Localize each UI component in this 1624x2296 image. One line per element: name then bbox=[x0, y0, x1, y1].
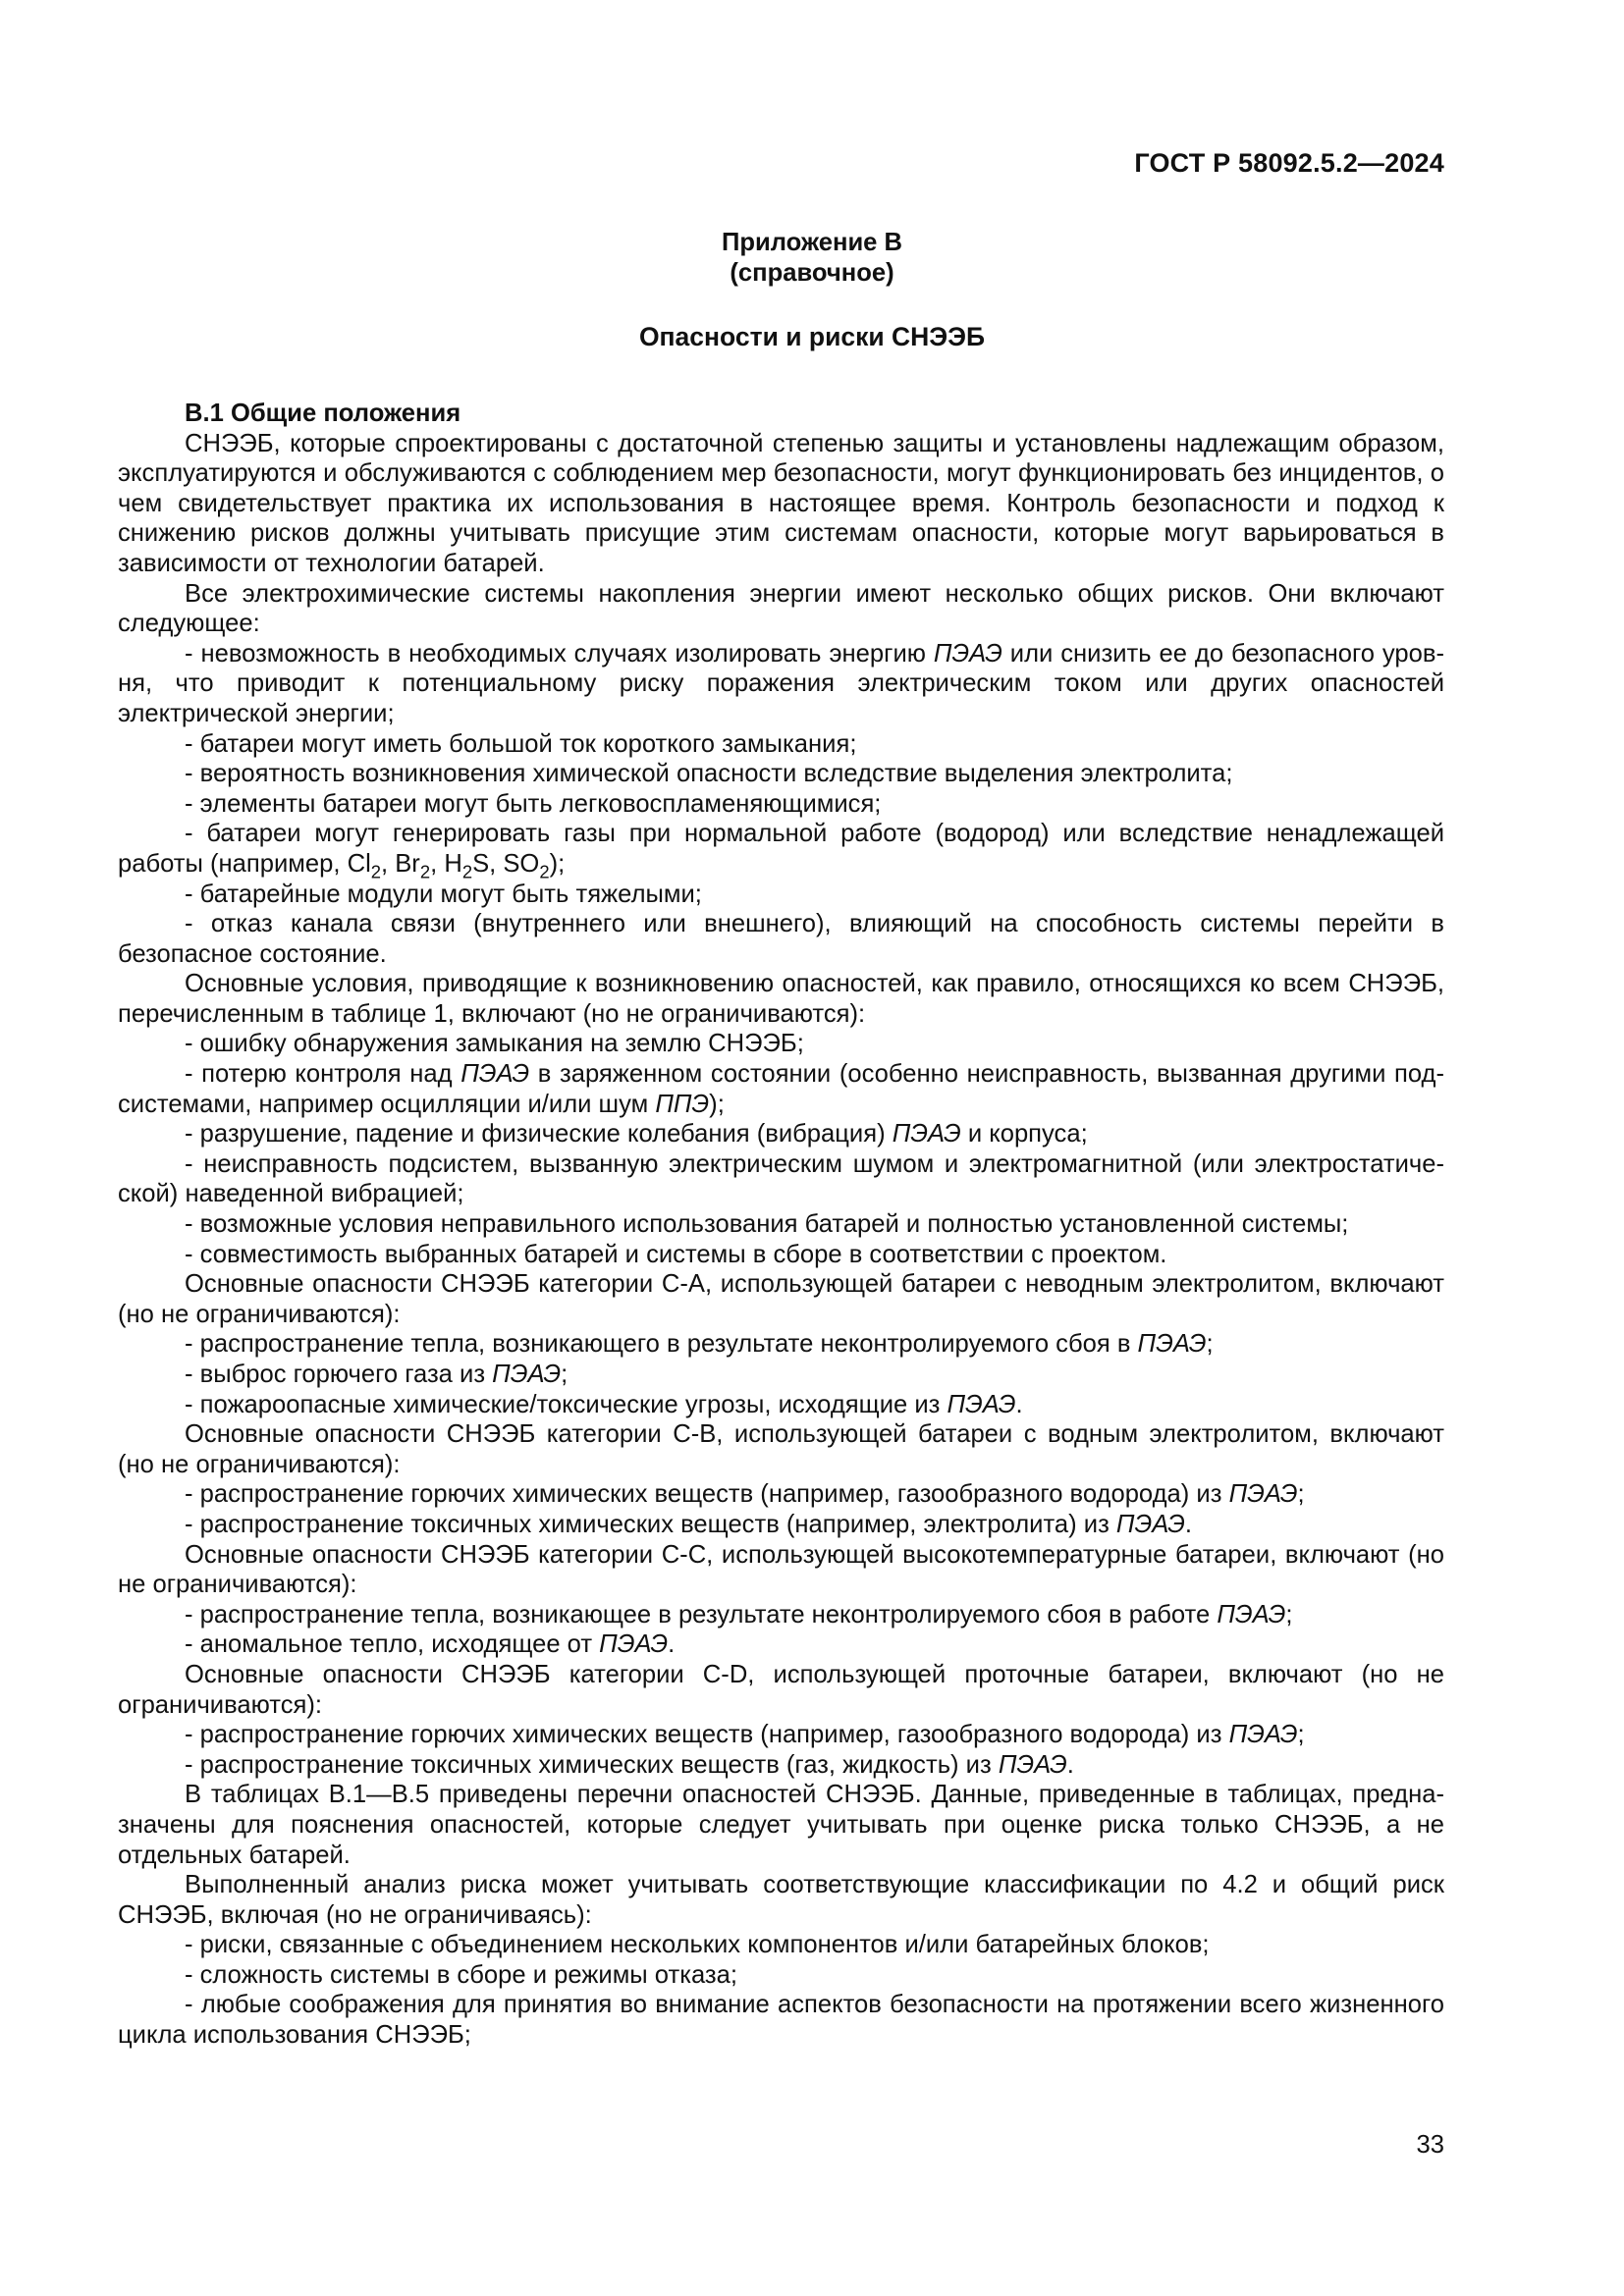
list-item: - пожароопасные химические/токсические угрозы, исходящие из ПЭАЭ. bbox=[185, 1390, 1023, 1418]
page-number: 33 bbox=[1416, 2131, 1444, 2159]
list-item: - ошибку обнаружения замыкания на землю СНЭЭБ; bbox=[185, 1030, 804, 1058]
paragraph: Основные опасности СНЭЭБ категории С-А, использующей батареи с неводным электролитом, включают (но не ограничиваются): bbox=[118, 1270, 1444, 1328]
paragraph: В таблицах В.1—В.5 приведены перечни опасностей СНЭЭБ. Данные, приведенные в таблицах, предназначены для пояснения опасностей, которые следует учитывать при оценке риска только СНЭЭБ, а не отдельных батарей. bbox=[118, 1781, 1444, 1869]
list-item: - сложность системы в сборе и режимы отказа; bbox=[185, 1960, 737, 1989]
list-item: - батарейные модули могут быть тяжелыми; bbox=[185, 880, 702, 908]
list-item: - любые соображения для принятия во внимание аспектов безопасности на протяжении всего жизненного цикла использования СНЭЭБ; bbox=[118, 1991, 1444, 2050]
list-item: - распространение токсичных химических веществ (газ, жидкость) из ПЭАЭ. bbox=[185, 1750, 1074, 1779]
list-item: - разрушение, падение и физические колебания (вибрация) ПЭАЭ и корпуса; bbox=[185, 1120, 1088, 1148]
paragraph: Все электрохимические системы накопления энергии имеют несколько общих рисков. Они включают следующее: bbox=[118, 579, 1444, 638]
list-item: - батареи могут иметь большой ток короткого замыкания; bbox=[185, 729, 857, 758]
list-item: - потерю контроля над ПЭАЭ в заряженном состоянии (особенно неисправность, вызванная другими подсистемами, например осцилляции и/или шум ППЭ); bbox=[118, 1060, 1445, 1118]
list-item: - возможные условия неправильного использования батарей и полностью установленной системы; bbox=[185, 1210, 1349, 1239]
document-body bbox=[118, 399, 1444, 2051]
list-item: - неисправность подсистем, вызванную электрическим шумом и электромагнитной (или электростатической) наведенной вибрацией; bbox=[118, 1149, 1444, 1208]
list-item: - совместимость выбранных батарей и системы в сборе в соответствии с проектом. bbox=[185, 1240, 1167, 1268]
list-item: - отказ канала связи (внутреннего или внешнего), влияющий на способность системы перейти в безопасное состояние. bbox=[118, 910, 1444, 968]
list-item: - риски, связанные с объединением нескольких компонентов и/или батарейных блоков; bbox=[185, 1931, 1210, 1959]
section-heading: В.1 Общие положения bbox=[185, 400, 461, 427]
paragraph: Основные условия, приводящие к возникновению опасностей, как правило, относящихся ко всем СНЭЭБ, перечисленным в таблице 1, включают (но не ограничиваются): bbox=[118, 970, 1444, 1028]
list-item: - распространение тепла, возникающего в результате неконтролируемого сбоя в ПЭАЭ; bbox=[185, 1330, 1214, 1359]
list-item: - вероятность возникновения химической опасности вследствие выделения электролита; bbox=[185, 760, 1233, 788]
list-item: - распространение горючих химических веществ (например, газообразного водорода) из ПЭАЭ; bbox=[185, 1480, 1305, 1509]
annex-status: (справочное) bbox=[730, 259, 894, 287]
paragraph: СНЭЭБ, которые спроектированы с достаточной степенью защиты и установлены надлежащим образом, эксплуатируются и обслуживаются с соблюдением мер безопасности, могут функционировать без инцидентов, о чем свидетельствует практика их использования в настоящее время. Контроль безопасности и подход к снижению рисков должны учитывать присущие этим системам опасности, которые могут варьироваться в зависимости от технологии батарей. bbox=[118, 429, 1444, 577]
annex-title: Опасности и риски СНЭЭБ bbox=[638, 322, 986, 351]
paragraph: Выполненный анализ риска может учитывать соответствующие классификации по 4.2 и общий риск СНЭЭБ, включая (но не ограничиваясь): bbox=[118, 1871, 1444, 1929]
list-item: - аномальное тепло, исходящее от ПЭАЭ. bbox=[185, 1630, 676, 1659]
document-code: ГОСТ Р 58092.5.2—2024 bbox=[1134, 148, 1444, 178]
paragraph: Основные опасности СНЭЭБ категории С-В, использующей батареи с водным электролитом, включают (но не ограничиваются): bbox=[118, 1420, 1444, 1478]
list-item: - невозможность в необходимых случаях изолировать энергию ПЭАЭ или снизить ее до безопасного уровня, что приводит к потенциальному риску поражения электрическим током или других опасностей электрической энергии; bbox=[118, 639, 1444, 727]
paragraph: Основные опасности СНЭЭБ категории С-С, использующей высокотемпературные батареи, включают (но не ограничиваются): bbox=[118, 1540, 1444, 1599]
list-item: - батареи могут генерировать газы при нормальной работе (водород) или вследствие ненадлежащей работы (например, $Cl_2$, $Br_2$, $H_2S$, $SO_2$); bbox=[118, 820, 1444, 882]
paragraph: Основные опасности СНЭЭБ категории С-D, использующей проточные батареи, включают (но не ограничиваются): bbox=[118, 1660, 1444, 1719]
annex-label: Приложение В bbox=[721, 229, 903, 256]
list-item: - распространение токсичных химических веществ (например, электролита) из ПЭАЭ. bbox=[185, 1510, 1193, 1538]
list-item: - элементы батареи могут быть легковоспламеняющимися; bbox=[185, 789, 882, 818]
list-item: - распространение тепла, возникающее в результате неконтролируемого сбоя в работе ПЭАЭ; bbox=[185, 1600, 1293, 1629]
list-item: - выброс горючего газа из ПЭАЭ; bbox=[185, 1361, 568, 1388]
list-item: - распространение горючих химических веществ (например, газообразного водорода) из ПЭАЭ; bbox=[185, 1721, 1305, 1749]
annex-label-block bbox=[0, 228, 1624, 289]
